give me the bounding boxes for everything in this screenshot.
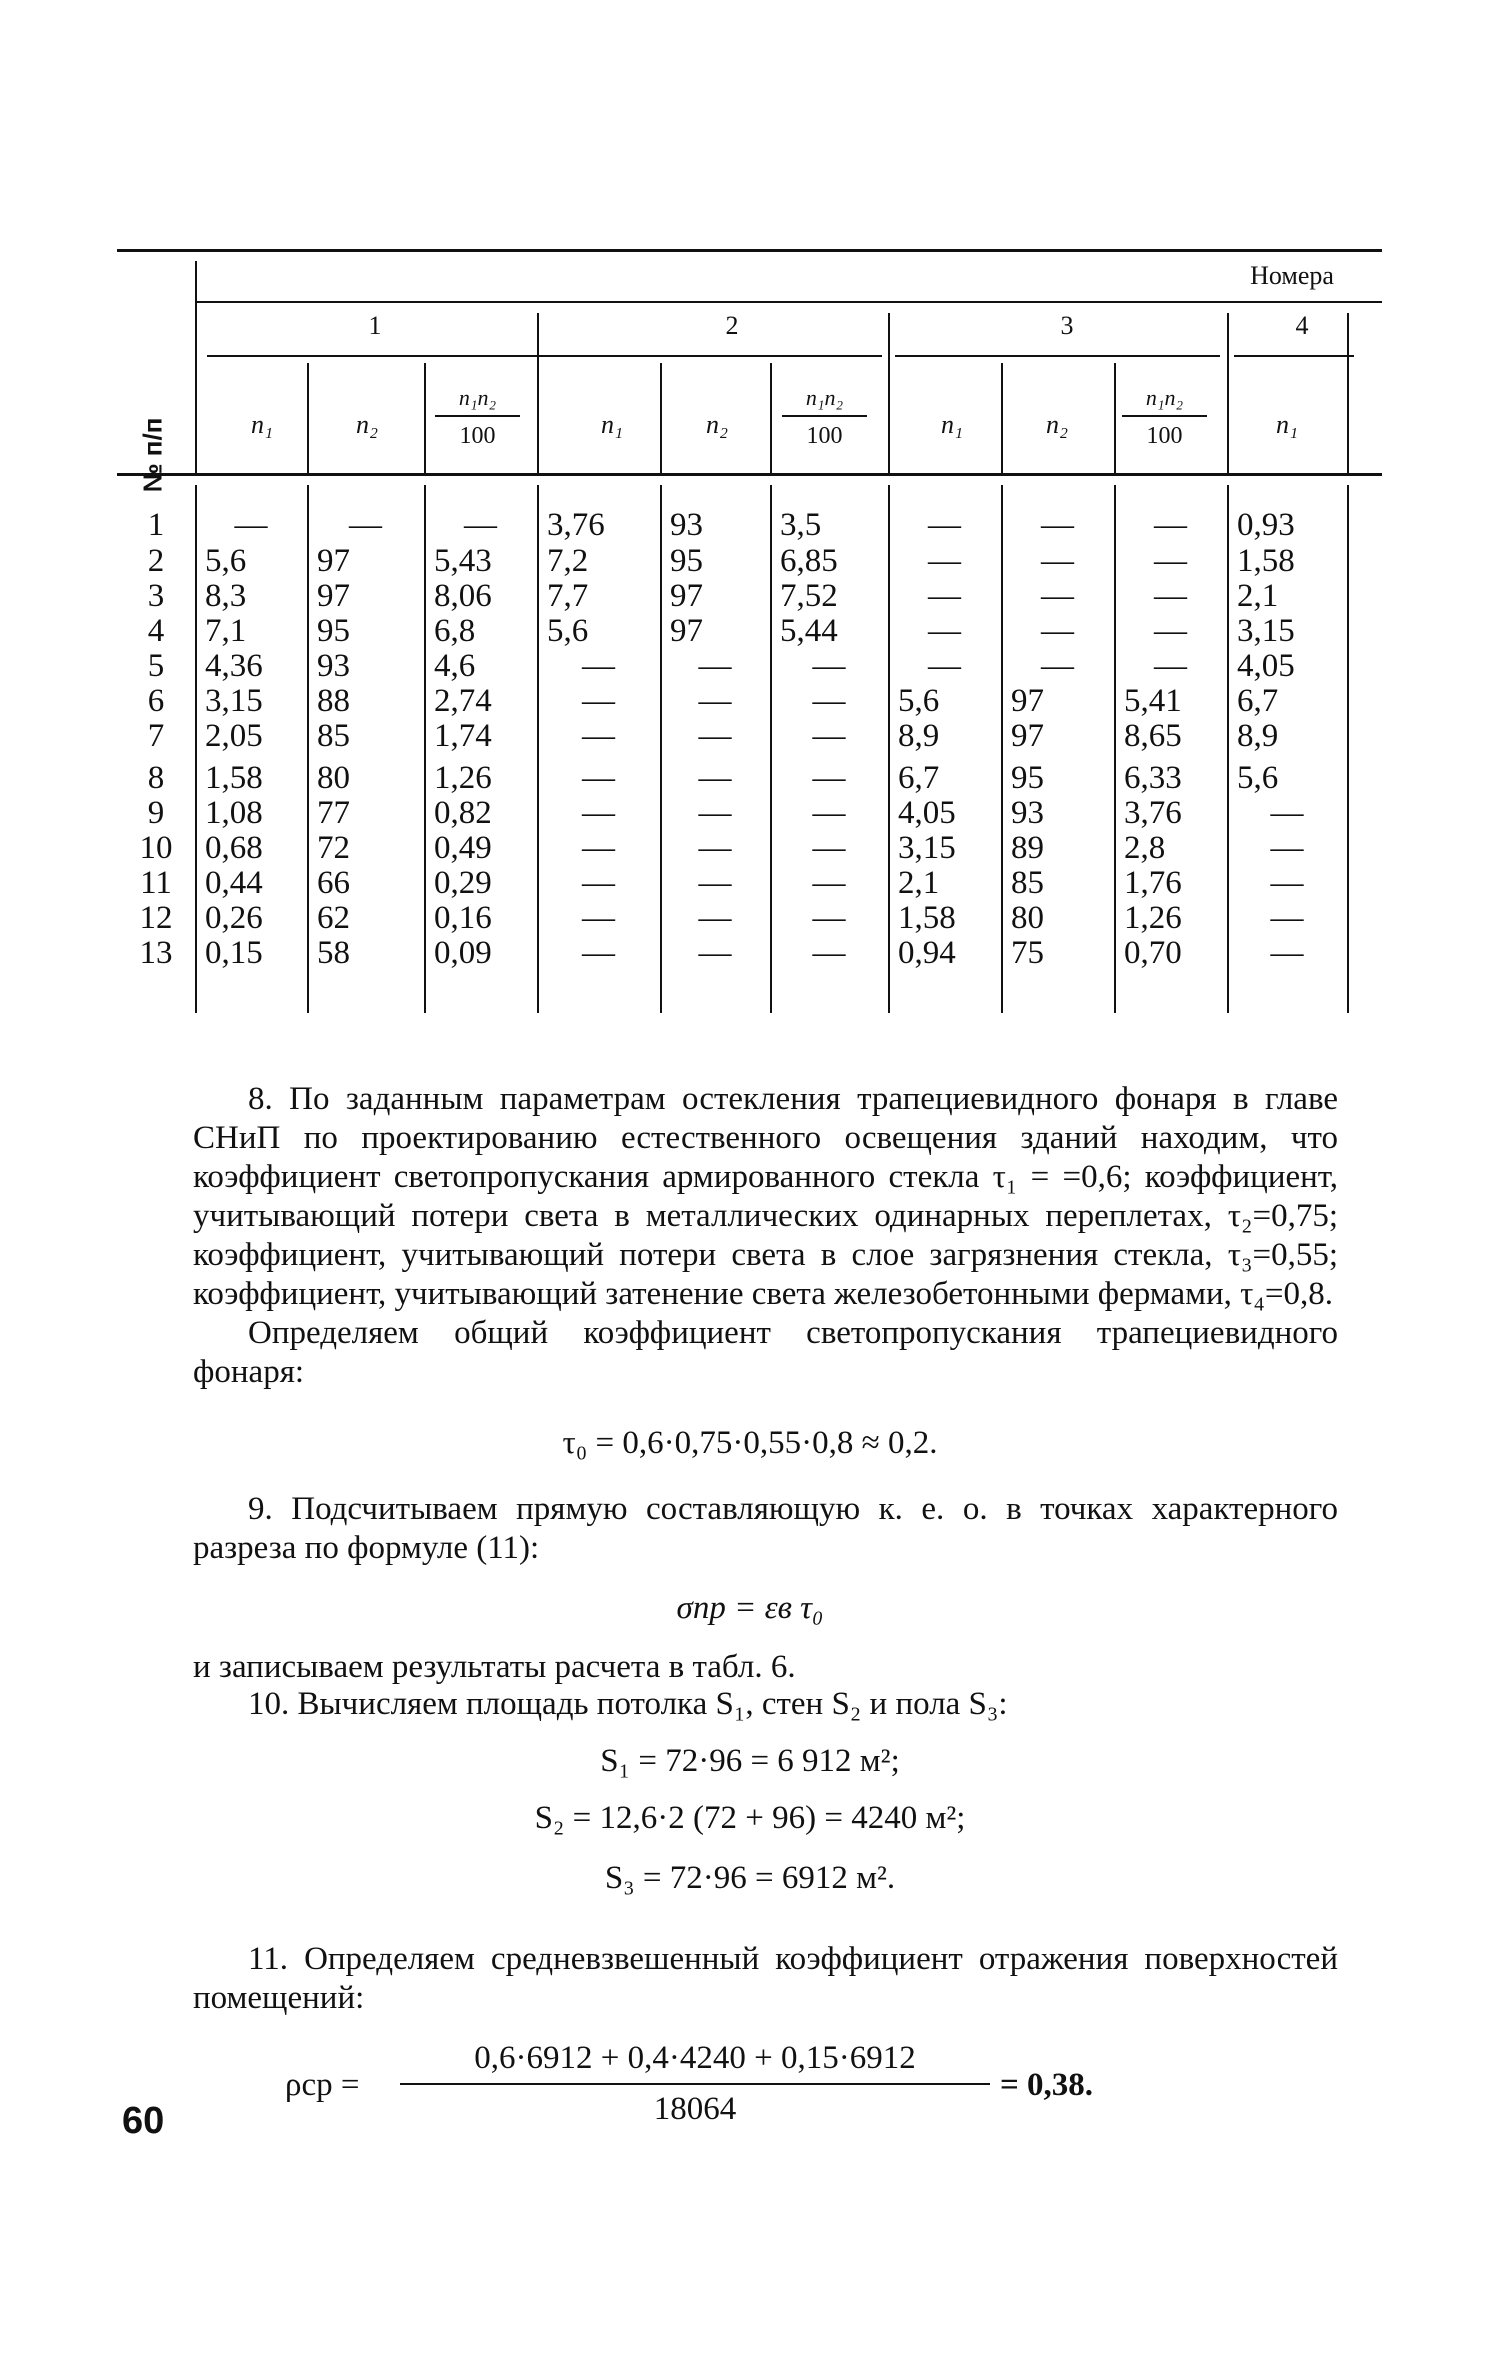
table-cell: 66	[317, 865, 350, 901]
table-cell: —	[812, 683, 846, 719]
subhead-n2-g1: n₂	[355, 410, 379, 439]
table-cell: —	[928, 613, 961, 649]
paragraph-9-text: 9. Подсчитываем прямую составляющую к. е. о. в точках характерного разреза по формуле (11):	[193, 1491, 1338, 1566]
table-cell: 7,7	[547, 578, 589, 614]
table-cell: —	[1041, 543, 1074, 579]
table-cell: —	[1154, 507, 1187, 543]
table-cell: 97	[317, 578, 350, 614]
table-cell: 1,08	[205, 795, 263, 831]
table-cell: 5,41	[1124, 683, 1182, 719]
table-cell: —	[1154, 613, 1187, 649]
subhead-prod-g1: $\frac{\text{n₁n₂}}{100}$	[435, 385, 520, 450]
table-cell: 58	[317, 935, 350, 971]
table-cell: 3,15	[898, 830, 956, 866]
table-cell: 2,1	[1237, 578, 1279, 614]
header-numera: Номера	[1250, 261, 1334, 290]
table-cell: 5,6	[1237, 760, 1279, 796]
table-cell: —	[698, 718, 732, 754]
paragraph-9b	[193, 1648, 1338, 1687]
table-cell: 0,94	[898, 935, 956, 971]
table-cell: 0,16	[434, 900, 492, 936]
table-cell: —	[698, 900, 732, 936]
formula-rho-lhs: ρср =	[285, 2067, 360, 2103]
table-cell: —	[1041, 578, 1074, 614]
table-cell: —	[928, 507, 961, 543]
subhead-prod-g2: $\frac{\text{n₁n₂}}{100}$	[782, 385, 867, 450]
table-cell: 7,1	[205, 613, 247, 649]
paragraph-9	[193, 1490, 1338, 1568]
table-cell: —	[1270, 830, 1304, 866]
table-cell: 5,44	[780, 613, 838, 649]
group-4-label: 4	[1295, 311, 1309, 340]
table-cell: 1,58	[1237, 543, 1295, 579]
table-cell: 8,06	[434, 578, 492, 614]
table-cell: —	[582, 865, 615, 901]
table-cell: —	[1270, 865, 1304, 901]
subhead-n1-g3: n₁	[940, 410, 964, 439]
table-cell: 0,93	[1237, 507, 1295, 543]
table-cell: 85	[317, 718, 350, 754]
table-cell: —	[812, 935, 846, 971]
table-cell: 95	[670, 543, 703, 579]
formula-rho-rhs: = 0,38.	[1000, 2067, 1094, 2103]
formula-rho-fraction	[400, 2040, 990, 2128]
table-cell: 0,44	[205, 865, 263, 901]
table-cell: 95	[317, 613, 350, 649]
table-cell: 6,8	[434, 613, 476, 649]
table-cell: —	[234, 507, 268, 543]
subhead-n1-g2: n₁	[600, 410, 624, 439]
table-cell: 6,85	[780, 543, 838, 579]
paragraph-8	[193, 1080, 1338, 1392]
table-cell: —	[582, 830, 615, 866]
table-cell: 0,49	[434, 830, 492, 866]
table-cell: —	[582, 795, 615, 831]
table-cell: 93	[1011, 795, 1044, 831]
table-cell: 4,05	[1237, 648, 1295, 684]
subhead-n1-g1: n₁	[250, 410, 274, 439]
row-number-header: № п/п	[137, 417, 168, 493]
table-cell: 5,43	[434, 543, 492, 579]
table-cell: 1,58	[205, 760, 263, 796]
table-cell: 0,29	[434, 865, 492, 901]
table-cell: —	[928, 543, 961, 579]
table-cell: —	[698, 795, 732, 831]
table-cell: 80	[317, 760, 350, 796]
table-cell: 1,26	[434, 760, 492, 796]
table-cell: —	[698, 648, 732, 684]
table-cell: —	[582, 935, 615, 971]
table-cell: 5,6	[547, 613, 589, 649]
table-cell: —	[812, 865, 846, 901]
table-cell: 3,76	[1124, 795, 1182, 831]
table-cell: 3,76	[547, 507, 605, 543]
row-number: 4	[147, 613, 165, 649]
table-cell: —	[698, 865, 732, 901]
row-number: 1	[147, 507, 165, 543]
table-cell: —	[812, 900, 846, 936]
table-cell: —	[582, 683, 615, 719]
table-cell: 88	[317, 683, 350, 719]
subhead-n1-g4: n₁	[1275, 410, 1299, 439]
row-number: 3	[147, 578, 165, 614]
table-cell: —	[812, 760, 846, 796]
table-cell: 6,7	[898, 760, 940, 796]
row-number: 10	[139, 830, 173, 866]
table-cell: 77	[317, 795, 350, 831]
table-cell: 0,15	[205, 935, 263, 971]
table-cell: 0,09	[434, 935, 492, 971]
table-cell: —	[1270, 795, 1304, 831]
table-cell: —	[812, 648, 846, 684]
table-cell: 2,05	[205, 718, 263, 754]
table-cell: 62	[317, 900, 350, 936]
row-number: 12	[139, 900, 173, 936]
formula-s2: S₂ = 12,6·2 (72 + 96) = 4240 м²;	[534, 1800, 966, 1836]
paragraph-8b-text: Определяем общий коэффициент светопропускания трапециевидного фонаря:	[193, 1315, 1338, 1390]
table-cell: 1,26	[1124, 900, 1182, 936]
table-cell: 5,6	[205, 543, 247, 579]
subhead-n2-g2: n₂	[705, 410, 729, 439]
page-number: 60	[122, 2100, 165, 2142]
table-cell: —	[1041, 613, 1074, 649]
paragraph-10-text: 10. Вычисляем площадь потолка S₁, стен S₂ и пола S₃:	[248, 1686, 1008, 1722]
subhead-prod-g3: $\frac{\text{n₁n₂}}{100}$	[1122, 385, 1207, 450]
table-cell: —	[1041, 648, 1074, 684]
table-cell: —	[1154, 578, 1187, 614]
table-cell: —	[698, 683, 732, 719]
table-cell: 2,1	[898, 865, 940, 901]
table-cell: 0,70	[1124, 935, 1182, 971]
table-cell: —	[349, 507, 382, 543]
table-cell: 8,65	[1124, 718, 1182, 754]
row-number: 11	[140, 865, 172, 901]
table-cell: 2,8	[1124, 830, 1166, 866]
table-cell: 5,6	[898, 683, 940, 719]
table-cell: —	[812, 795, 846, 831]
formula-tau0: τ₀ = 0,6·0,75·0,55·0,8 ≈ 0,2.	[562, 1425, 938, 1461]
table-cell: 3,15	[205, 683, 263, 719]
table-cell: —	[1154, 543, 1187, 579]
table-cell: 1,58	[898, 900, 956, 936]
table-cell: —	[1270, 900, 1304, 936]
table-cell: 75	[1011, 935, 1044, 971]
table-cell: 93	[317, 648, 350, 684]
table-cell: 7,2	[547, 543, 589, 579]
table-cell: 4,05	[898, 795, 956, 831]
table-cell: —	[928, 578, 961, 614]
formula-s1: S₁ = 72·96 = 6 912 м²;	[600, 1743, 900, 1779]
group-3-label: 3	[1060, 311, 1074, 340]
formula-rho-numerator: 0,6·6912 + 0,4·4240 + 0,15·6912	[400, 2040, 990, 2085]
table-cell: —	[582, 718, 615, 754]
table-cell: 8,9	[898, 718, 940, 754]
table-cell: —	[698, 935, 732, 971]
table-cell: 1,76	[1124, 865, 1182, 901]
table-cell: —	[1270, 935, 1304, 971]
table-cell: —	[812, 830, 846, 866]
table-cell: 0,82	[434, 795, 492, 831]
table-cell: —	[1041, 507, 1074, 543]
paragraph-11-text: 11. Определяем средневзвешенный коэффициент отражения поверхностей помещений:	[193, 1941, 1338, 2016]
table-cell: 2,74	[434, 683, 492, 719]
row-number: 8	[147, 760, 165, 796]
table-cell: —	[928, 648, 961, 684]
table-cell: 8,3	[205, 578, 247, 614]
table-cell: —	[812, 718, 846, 754]
table-cell: 7,52	[780, 578, 838, 614]
table-cell: —	[464, 507, 497, 543]
formula-s3: S₃ = 72·96 = 6912 м².	[604, 1860, 896, 1896]
row-number: 7	[147, 718, 165, 754]
table-cell: 95	[1011, 760, 1044, 796]
group-1-label: 1	[368, 311, 382, 340]
paragraph-10	[193, 1685, 1338, 1724]
table-cell: 0,68	[205, 830, 263, 866]
formula-rho-denominator: 18064	[653, 2091, 737, 2127]
table-cell: 4,6	[434, 648, 476, 684]
table-cell: 97	[1011, 683, 1044, 719]
table-cell: 97	[317, 543, 350, 579]
table-cell: 93	[670, 507, 703, 543]
table-cell: 3,5	[780, 507, 822, 543]
table-cell: 6,33	[1124, 760, 1182, 796]
table-cell: —	[582, 900, 615, 936]
table-cell: 1,74	[434, 718, 492, 754]
group-2-label: 2	[725, 311, 739, 340]
subhead-n2-g3: n₂	[1045, 410, 1069, 439]
row-number: 2	[147, 543, 165, 579]
table-cell: 97	[1011, 718, 1044, 754]
table-cell: 97	[670, 613, 703, 649]
paragraph-9b-text: и записываем результаты расчета в табл. 6.	[193, 1649, 796, 1685]
table-cell: —	[698, 830, 732, 866]
table-cell: 80	[1011, 900, 1044, 936]
table-cell: 6,7	[1237, 683, 1279, 719]
paragraph-11	[193, 1940, 1338, 2018]
formula-sigma: σпр = εв τ₀	[676, 1590, 824, 1626]
table-cell: 4,36	[205, 648, 263, 684]
table-cell: 85	[1011, 865, 1044, 901]
data-table	[117, 245, 1382, 1015]
table-cell: 72	[317, 830, 350, 866]
table-cell: —	[582, 648, 615, 684]
table-cell: 3,15	[1237, 613, 1295, 649]
table-cell: —	[582, 760, 615, 796]
row-number: 13	[139, 935, 173, 971]
table-cell: 97	[670, 578, 703, 614]
row-number: 9	[147, 795, 165, 831]
table-cell: 0,26	[205, 900, 263, 936]
table-cell: —	[1154, 648, 1187, 684]
table-cell: 89	[1011, 830, 1044, 866]
paragraph-8-text: 8. По заданным параметрам остекления трапециевидного фонаря в главе СНиП по проектированию естественного освещения зданий находим, что коэффициент светопропускания армированного стекла τ₁ = =0,6; коэффициент, учитывающий потери света в металлических одинарных переплетах, τ₂=0,75; коэффициент, учитывающий потери света в слое загрязнения стекла, τ₃=0,55; коэффициент, учитывающий затенение света железобетонными фермами, τ₄=0,8.	[193, 1081, 1338, 1312]
row-number: 5	[147, 648, 165, 684]
row-number: 6	[147, 683, 165, 719]
table-cell: 8,9	[1237, 718, 1279, 754]
table-cell: —	[698, 760, 732, 796]
